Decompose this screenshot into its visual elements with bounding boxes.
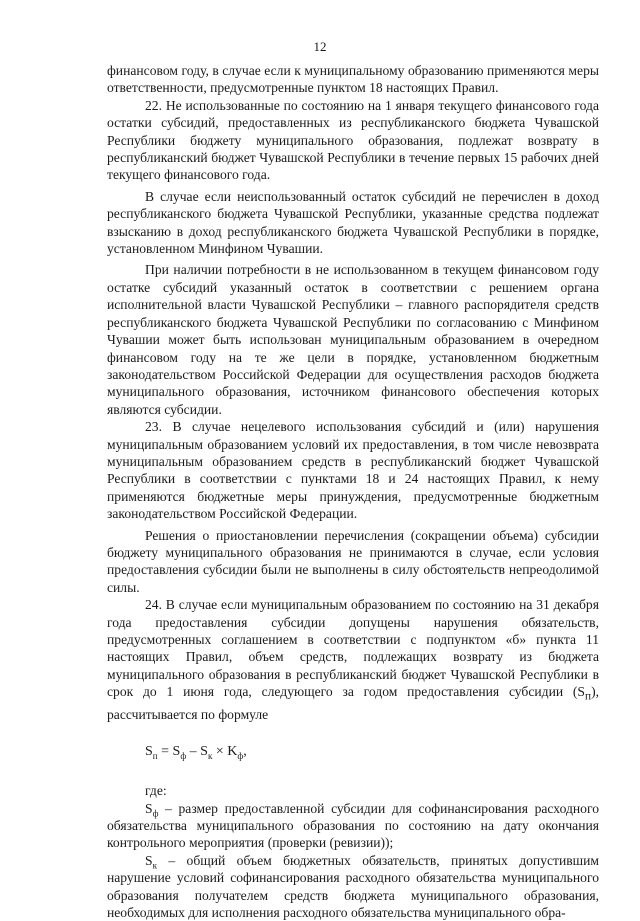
formula-symbol: S (145, 743, 153, 759)
page-number: 12 (313, 39, 327, 54)
definition-subscript: ф (152, 808, 159, 819)
definition-symbol: S (145, 800, 153, 816)
paragraph-24 (107, 596, 599, 724)
paragraph-24-text: 24. В случае если муниципальным образованием по состоянию на 31 декабря года предоставления субсидии допущены нарушения обязательств, предусмотренных соглашением в соответствии с подпунктом «б» пункта 11 настоящих Правил, объем средств, подлежащих возврату из бюджета муниципального образования в республиканский бюджет Чувашской Республики в срок до 1 июня года, следующего за годом предоставления субсидии (S (107, 597, 599, 700)
formula-subscript: п (152, 750, 158, 761)
paragraph-24-ending: ), рассчитывается по формуле (107, 684, 599, 723)
definition-s-k (107, 852, 599, 921)
formula (145, 743, 599, 760)
paragraph-23: 23. В случае нецелевого использования субсидий и (или) нарушения муниципальным образованием условий их предоставления, в том числе невозврата муниципальным образованием средств в республиканский бюджет Чувашской Республики в соответствии с пунктами 18 и 24 настоящих Правил, к нему применяются бюджетные меры принуждения, предусмотренные бюджетным законодательством Российской Федерации. (107, 419, 599, 522)
formula-part: , (243, 743, 247, 759)
paragraph-24-subscript: п (585, 690, 592, 703)
definition-symbol: S (145, 852, 153, 868)
definition-subscript: к (152, 860, 157, 871)
formula-subscript: к (207, 750, 213, 761)
paragraph-23-suspension: Решения о приостановлении перечисления (сокращении объема) субсидии бюджету муниципального образования не принимаются в случае, если условия предоставления субсидии были не выполнены в силу обстоятельств непреодолимой силы. (107, 527, 599, 595)
formula-part: = S (157, 743, 181, 759)
paragraph-22-unremitted-balance: В случае если неиспользованный остаток субсидий не перечислен в доход республиканского бюджета Чувашской Республики, указанные средства подлежат взысканию в доход республиканского бюджета Чувашской Республики в порядке, установленном Минфином Чувашии. (107, 188, 599, 257)
where-label: где: (145, 783, 167, 799)
formula-subscript: ф (237, 750, 244, 761)
document-body (107, 62, 599, 921)
paragraph-22: 22. Не использованные по состоянию на 1 января текущего финансового года остатки субсидий, предоставленных из республиканского бюджета Чувашской Республики бюджету муниципального образования, подлежат возврату в республиканский бюджет Чувашской Республики в течение первых 15 рабочих дней текущего финансового года. (107, 97, 599, 183)
definition-text: – общий объем бюджетных обязательств, принятых допустившим нарушение условий софинансирования расходного обязательства муниципального образования получателем средств бюджета муниципального образования, необходимых для исполнения расходного обязательства муниципального обра- (107, 852, 599, 920)
definition-text: – размер предоставленной субсидии для софинансирования расходного обязательства муниципального образования по состоянию на дату окончания контрольного мероприятия (проверки (ревизии)); (107, 800, 599, 851)
paragraph-continuation: финансовом году, в случае если к муниципальному образованию применяются меры ответственности, предусмотренные пунктом 18 настоящих Правил. (107, 63, 599, 96)
formula-part: – S (186, 743, 208, 759)
paragraph-22-balance-use: При наличии потребности в не использованном в текущем финансовом году остатке субсидий указанный остаток в соответствии с решением органа исполнительной власти Чувашской Республики – главного распорядителя средств республиканского бюджета Чувашской Республики по согласованию с Минфином Чувашии может быть использован муниципальным образованием в очередном финансовом году на те же цели в порядке, установленном бюджетным законодательством Российской Федерации для осуществления расходов бюджета муниципального образования, источником финансового обеспечения которых являются субсидии. (107, 262, 599, 417)
formula-part: × K (212, 743, 238, 759)
formula-subscript: ф (180, 750, 187, 761)
definition-s-f (107, 800, 599, 852)
